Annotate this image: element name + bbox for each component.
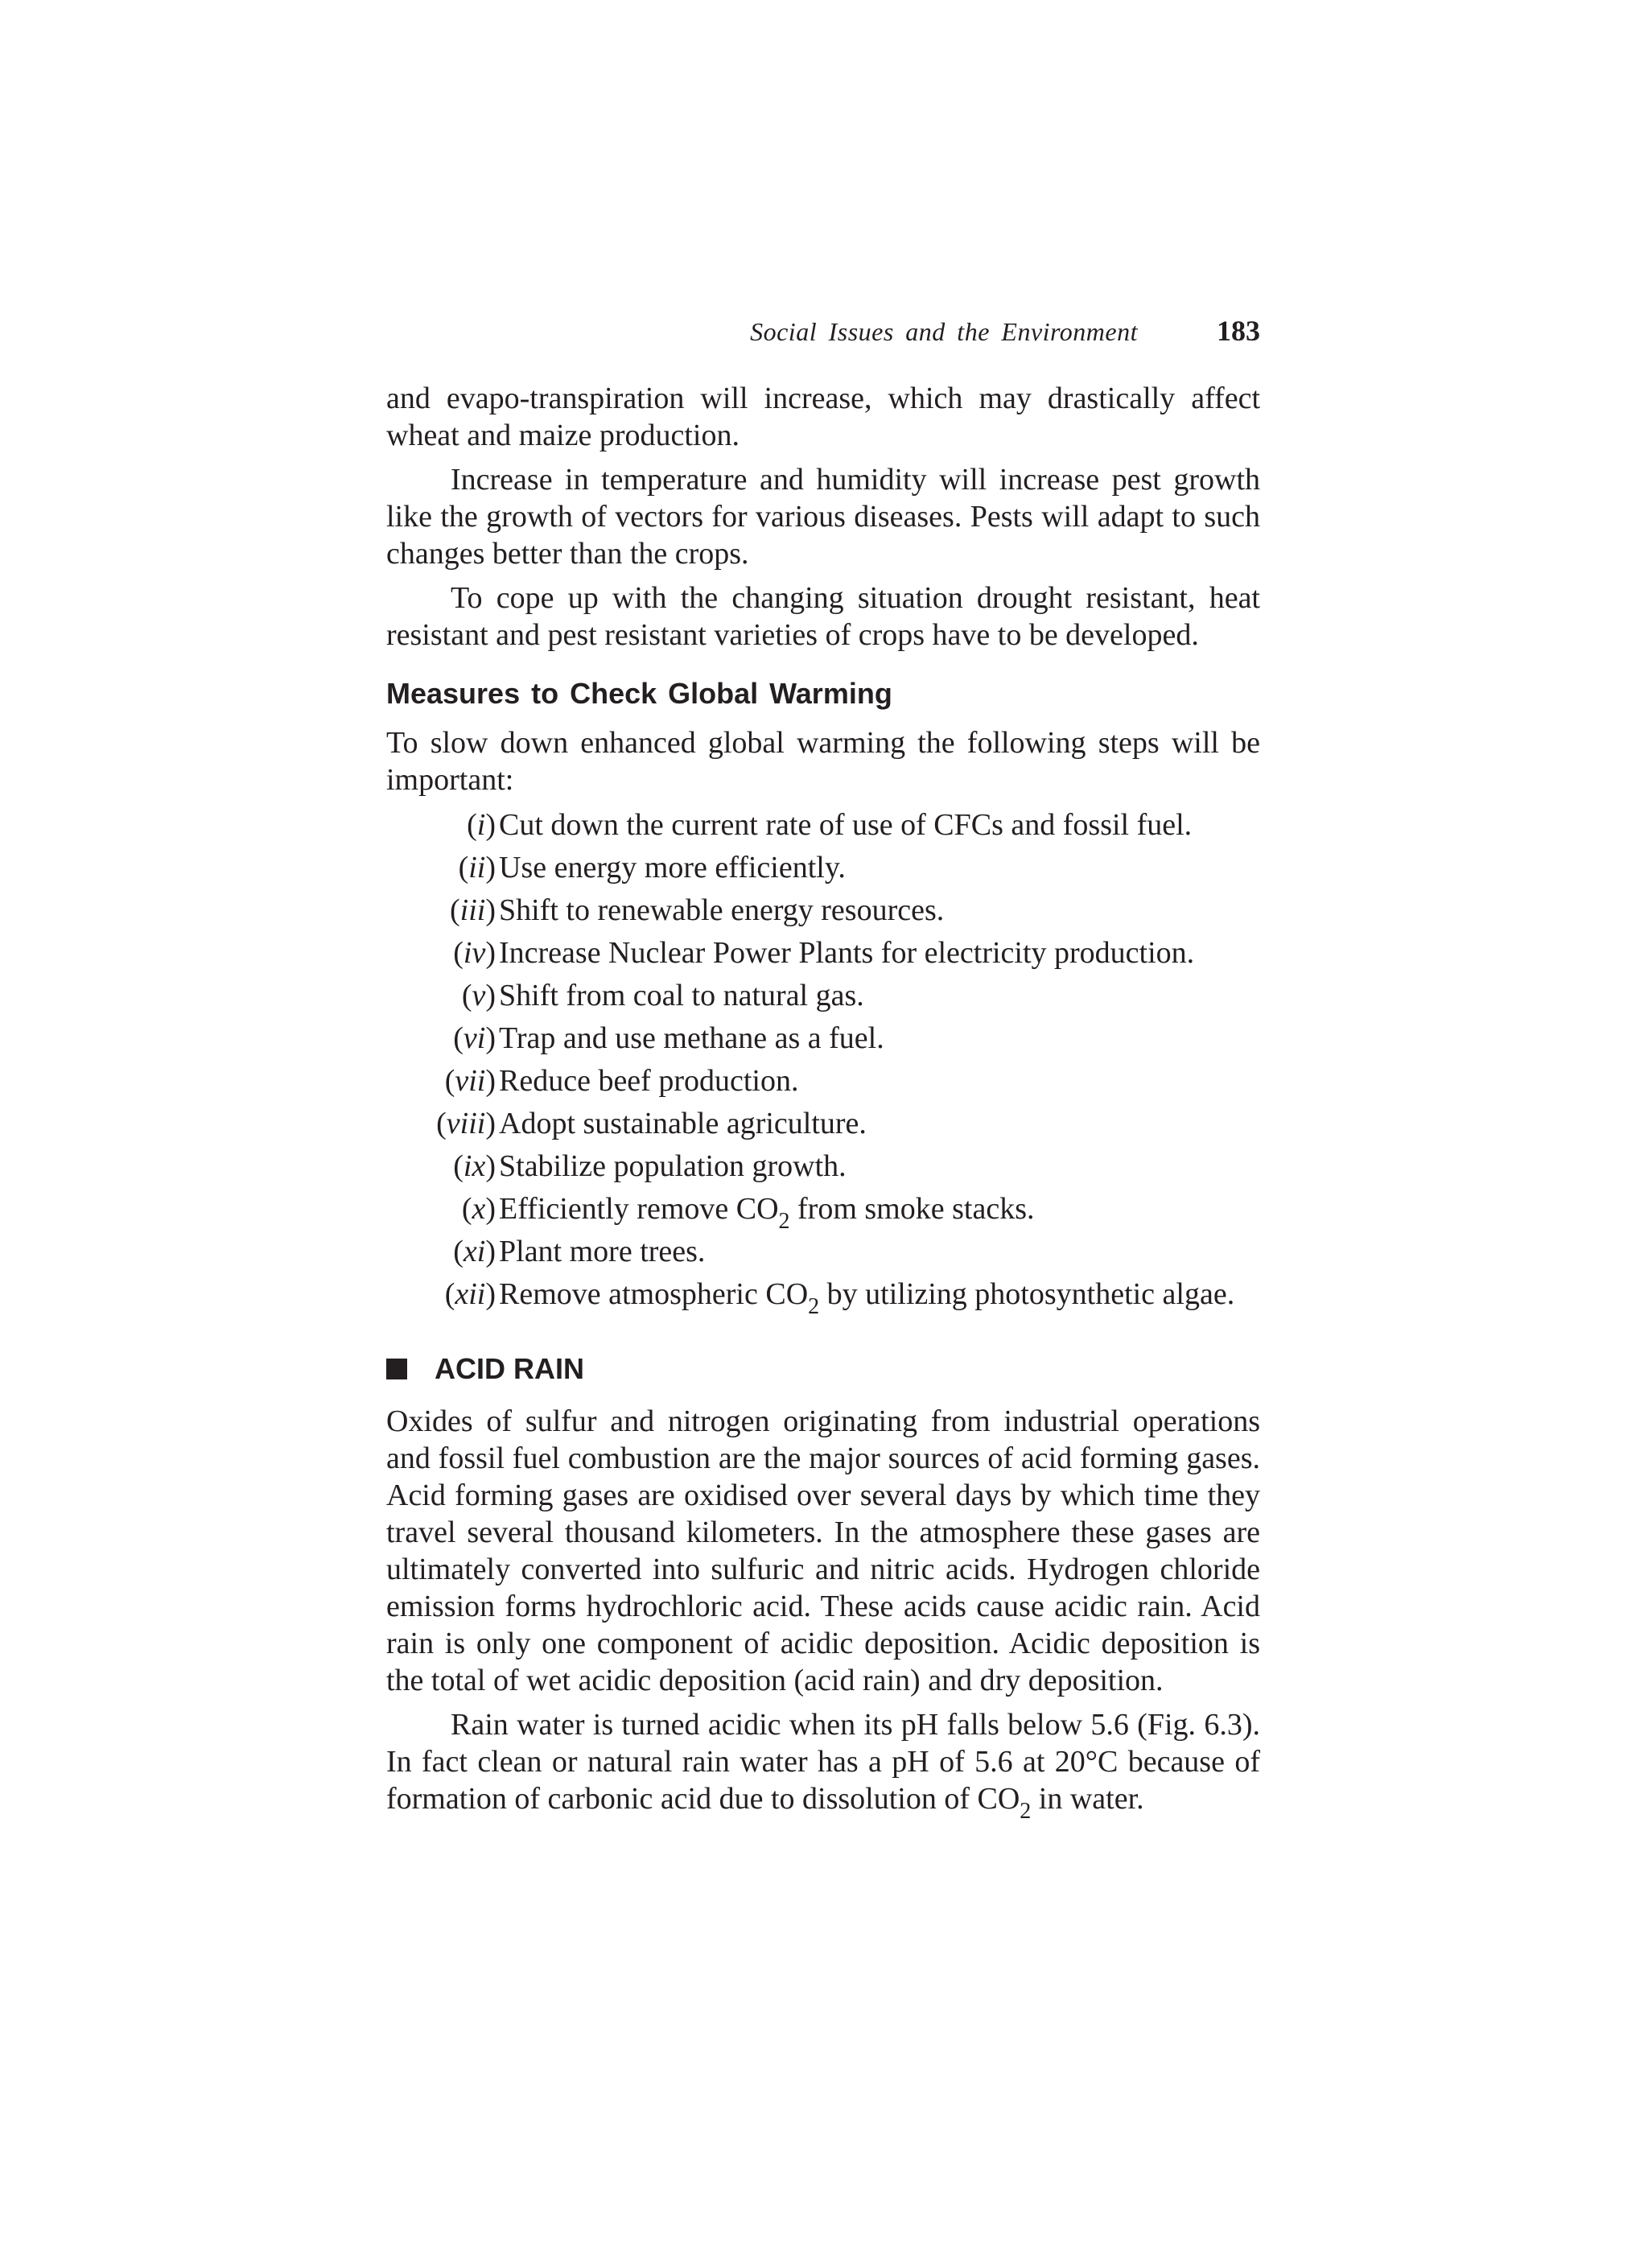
paragraph: Rain water is turned acidic when its pH falls below 5.6 (Fig. 6.3). In fact clean or natural rain water has a pH of 5.6 at 20°C because of formation of carbonic acid due to dissolution of $CO_2$ in water. — [386, 1708, 1260, 1824]
list-text: Stabilize population growth. — [499, 1149, 847, 1183]
measures-list — [386, 806, 1260, 1319]
section-heading-acid-rain — [386, 1351, 1260, 1387]
list-item — [386, 1020, 1260, 1057]
list-number: (v) — [461, 979, 496, 1012]
list-number: (x) — [461, 1192, 496, 1226]
list-item — [386, 1276, 1260, 1319]
list-number: (xii) — [444, 1277, 496, 1311]
list-item — [386, 1190, 1260, 1234]
list-number: (iv) — [453, 936, 496, 970]
list-text: Use energy more efficiently. — [499, 851, 846, 885]
list-item — [386, 806, 1260, 843]
book-page — [386, 314, 1260, 1824]
list-text: Increase Nuclear Power Plants for electricity production. — [499, 936, 1195, 970]
list-item — [386, 892, 1260, 929]
list-text: Trap and use methane as a fuel. — [499, 1021, 884, 1055]
list-item — [386, 1233, 1260, 1270]
page-number: 183 — [1217, 315, 1260, 347]
list-text: Adopt sustainable agriculture. — [499, 1107, 867, 1140]
running-header — [386, 314, 1260, 356]
list-number: (iii) — [450, 893, 496, 927]
list-text: Reduce beef production. — [499, 1064, 799, 1098]
list-text: Cut down the current rate of use of CFCs and fossil fuel. — [499, 808, 1193, 842]
list-item — [386, 934, 1260, 971]
paragraph: Increase in temperature and humidity will increase pest growth like the growth of vectors for various diseases. Pests will adapt to such changes better than the crops. — [386, 463, 1260, 571]
running-title: Social Issues and the Environment — [750, 317, 1138, 346]
list-number: (xi) — [453, 1235, 496, 1268]
paragraph: Oxides of sulfur and nitrogen originating from industrial operations and fossil fuel combustion are the major sources of acid forming gases. Acid forming gases are oxidised over several days by which time they travel several thousand kilometers. In the atmosphere these gases are ultimately converted into sulfuric and nitric acids. Hydrogen chloride emission forms hydrochloric acid. These acids cause acidic rain. Acid rain is only one component of acidic deposition. Acidic deposition is the total of wet acidic deposition (acid rain) and dry deposition. — [386, 1404, 1260, 1697]
list-text: Efficiently remove $CO_2$ from smoke stacks. — [499, 1192, 1035, 1234]
list-number: (vi) — [453, 1021, 496, 1055]
paragraph: To cope up with the changing situation drought resistant, heat resistant and pest resistant varieties of crops have to be developed. — [386, 581, 1260, 652]
subscript: 2 — [808, 1294, 820, 1319]
list-number: (i) — [467, 808, 496, 842]
list-text: Remove atmospheric $CO_2$ by utilizing photosynthetic algae. — [499, 1277, 1235, 1319]
section-title: ACID RAIN — [435, 1352, 584, 1385]
list-item — [386, 1148, 1260, 1185]
list-item — [386, 1062, 1260, 1099]
list-item — [386, 977, 1260, 1014]
measures-intro: To slow down enhanced global warming the following steps will be important: — [386, 726, 1260, 797]
list-text: Shift from coal to natural gas. — [499, 979, 864, 1012]
list-number: (vii) — [444, 1064, 496, 1098]
subscript: 2 — [778, 1209, 790, 1234]
list-number: (ii) — [458, 851, 496, 885]
square-bullet-icon — [386, 1359, 407, 1379]
paragraph: and evapo-transpiration will increase, which may drastically affect wheat and maize production. — [386, 381, 1260, 452]
subscript: 2 — [1020, 1799, 1032, 1824]
list-text: Plant more trees. — [499, 1235, 706, 1268]
list-text: Shift to renewable energy resources. — [499, 893, 945, 927]
list-number: (ix) — [453, 1149, 496, 1183]
list-item — [386, 849, 1260, 886]
list-number: (viii) — [436, 1107, 496, 1140]
list-item — [386, 1105, 1260, 1142]
subheading-measures: Measures to Check Global Warming — [386, 677, 892, 710]
